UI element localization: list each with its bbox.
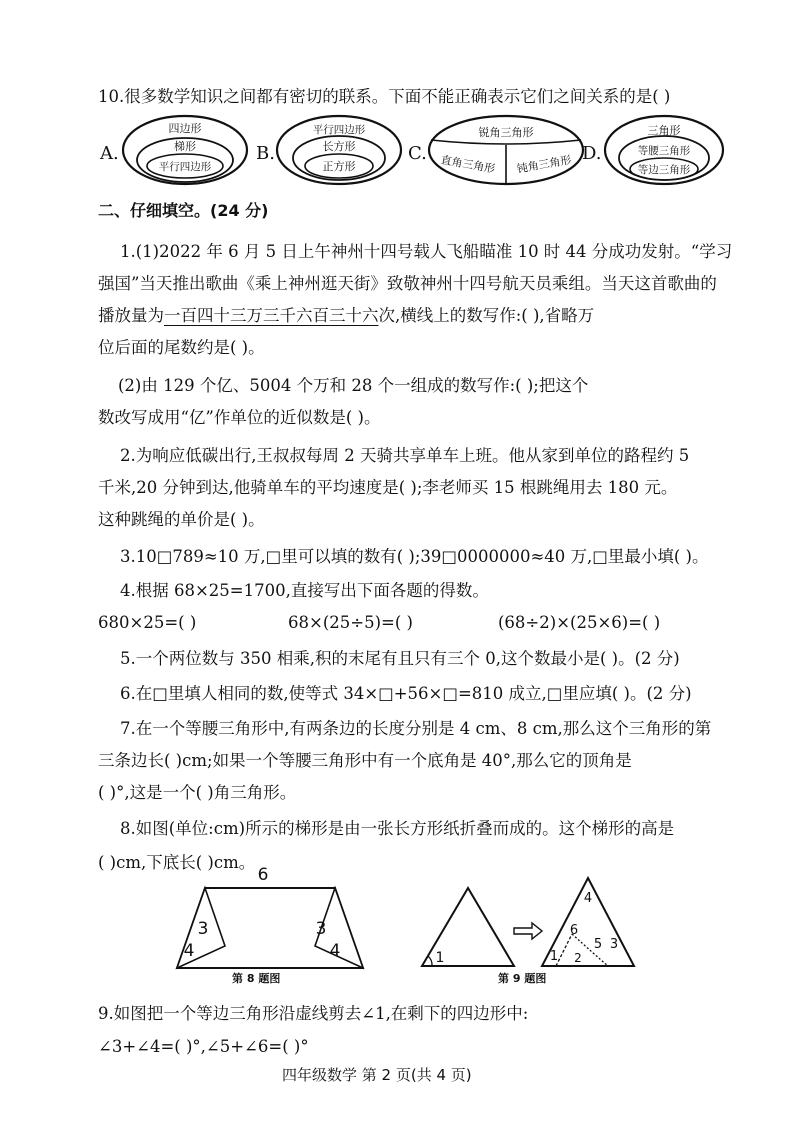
- q4-stem: 4.根据 68×25=1700,直接写出下面各题的得数。: [120, 581, 489, 600]
- q10-option-a-letter[interactable]: A.: [100, 143, 119, 164]
- fig9b-label-6: 6: [569, 923, 579, 938]
- figure-9-after-cut: [538, 874, 638, 972]
- fig9-angle-1-label: 1: [435, 950, 445, 966]
- c-label-right: 钝角三角形: [515, 153, 573, 176]
- q7-line-2[interactable]: 三条边长( )cm;如果一个等腰三角形中有一个底角是 40°,那么它的顶角是: [98, 751, 632, 770]
- fig9b-label-4: 4: [583, 891, 593, 906]
- d-label-inner: 等边三角形: [637, 164, 691, 176]
- q1-underlined-number: 一百四十三万三千六百三十六: [164, 306, 379, 325]
- q10-option-b-letter[interactable]: B.: [256, 143, 275, 164]
- fig8-right-label-a: 3: [315, 919, 327, 939]
- c-divider-curve: [431, 140, 581, 144]
- q1-line-3-prefix: 播放量为: [98, 306, 164, 325]
- d-label-middle: 等腰三角形: [637, 145, 691, 157]
- fig8-top-label: 6: [257, 865, 269, 885]
- fig9b-label-2: 2: [574, 951, 582, 965]
- figure-9-triangle: [418, 884, 518, 972]
- q4-item-2[interactable]: 68×(25÷5)=( ): [288, 613, 413, 632]
- page-footer: 四年级数学 第 2 页(共 4 页): [282, 1066, 472, 1084]
- c-label-left: 直角三角形: [439, 153, 497, 176]
- fig8-left-label-b: 4: [183, 941, 195, 961]
- b-label-middle: 长方形: [322, 140, 356, 153]
- b-label-outer: 平行四边形: [312, 124, 366, 136]
- figure-9-caption: 第 9 题图: [498, 972, 547, 985]
- figure-8-caption: 第 8 题图: [232, 972, 281, 985]
- a-label-outer: 四边形: [168, 122, 202, 135]
- q1-line-4[interactable]: 位后面的尾数约是( )。: [98, 338, 265, 357]
- fig8-right-label-b: 4: [329, 941, 341, 961]
- q4-item-1[interactable]: 680×25=( ): [98, 613, 197, 632]
- q10-option-a-diagram: [120, 112, 250, 188]
- section-2-title: 二、仔细填空。(24 分): [98, 201, 269, 220]
- fig9b-label-3: 3: [609, 937, 619, 952]
- q1-line-2: 强国”当天推出歌曲《乘上神州逛天街》致敬神州十四号航天员乘组。当天这首歌曲的: [98, 274, 717, 293]
- q8-line-2[interactable]: ( )cm,下底长( )cm。: [98, 853, 256, 872]
- q5-line[interactable]: 5.一个两位数与 350 相乘,积的末尾有且只有三个 0,这个数最小是( )。(2 分): [120, 649, 680, 668]
- q2-line-1: 2.为响应低碳出行,王叔叔每周 2 天骑共享单车上班。他从家到单位的路程约 5: [120, 446, 690, 465]
- fig8-left-label-a: 3: [197, 919, 209, 939]
- q2-line-2[interactable]: 千米,20 分钟到达,他骑单车的平均速度是( );李老师买 15 根跳绳用去 180 元。: [98, 478, 678, 497]
- fig9b-label-5: 5: [593, 937, 603, 952]
- fig9b-dashed-cut: [556, 934, 572, 966]
- q1-line-3-answer-blank[interactable]: 次,横线上的数写作:( ),省略万: [378, 306, 595, 325]
- q10-option-c-diagram: [426, 112, 586, 188]
- a-label-middle: 梯形: [174, 140, 196, 153]
- fig9-angle-arc: [428, 956, 432, 966]
- q10-option-b-diagram: [274, 112, 404, 188]
- q1-part2-line-2[interactable]: 数改写成用“亿”作单位的近似数是( )。: [98, 408, 381, 427]
- q9-line-1: 9.如图把一个等边三角形沿虚线剪去∠1,在剩下的四边形中:: [98, 1004, 529, 1023]
- b-label-inner: 正方形: [322, 160, 356, 173]
- q1-line-3: [98, 305, 594, 327]
- q7-line-3[interactable]: ( )°,这是一个( )角三角形。: [98, 783, 297, 802]
- c-label-top: 锐角三角形: [478, 126, 534, 139]
- d-label-outer: 三角形: [647, 124, 681, 137]
- q1-line-1: 1.(1)2022 年 6 月 5 日上午神州十四号载人飞船瞄准 10 时 44 分成功发射。“学习: [120, 242, 733, 261]
- q6-line[interactable]: 6.在□里填人相同的数,使等式 34×□+56×□=810 成立,□里应填( )。(2 分): [120, 684, 692, 703]
- q4-item-3[interactable]: (68÷2)×(25×6)=( ): [498, 613, 661, 632]
- q3-line[interactable]: 3.10□789≈10 万,□里可以填的数有( );39□0000000≈40 万,□里最小填( )。: [120, 547, 709, 566]
- q1-part2-line-1[interactable]: (2)由 129 个亿、5004 个万和 28 个一组成的数写作:( );把这个: [118, 376, 589, 395]
- q10-option-d-diagram: [602, 112, 726, 188]
- q10-option-d-letter[interactable]: D.: [582, 143, 602, 164]
- q10-option-c-letter[interactable]: C.: [408, 143, 427, 164]
- q2-line-3[interactable]: 这种跳绳的单价是( )。: [98, 510, 265, 529]
- q9-line-2[interactable]: ∠3+∠4=( )°,∠5+∠6=( )°: [98, 1037, 309, 1056]
- q8-line-1: 8.如图(单位:cm)所示的梯形是由一张长方形纸折叠而成的。这个梯形的高是: [120, 819, 675, 838]
- q7-line-1: 7.在一个等腰三角形中,有两条边的长度分别是 4 cm、8 cm,那么这个三角形的第: [120, 719, 712, 738]
- fig9b-label-1: 1: [549, 949, 559, 964]
- q10-stem: 10.很多数学知识之间都有密切的联系。下面不能正确表示它们之间关系的是( ): [98, 87, 671, 106]
- figure-8-trapezoid: [175, 852, 365, 972]
- a-label-inner: 平行四边形: [158, 161, 212, 173]
